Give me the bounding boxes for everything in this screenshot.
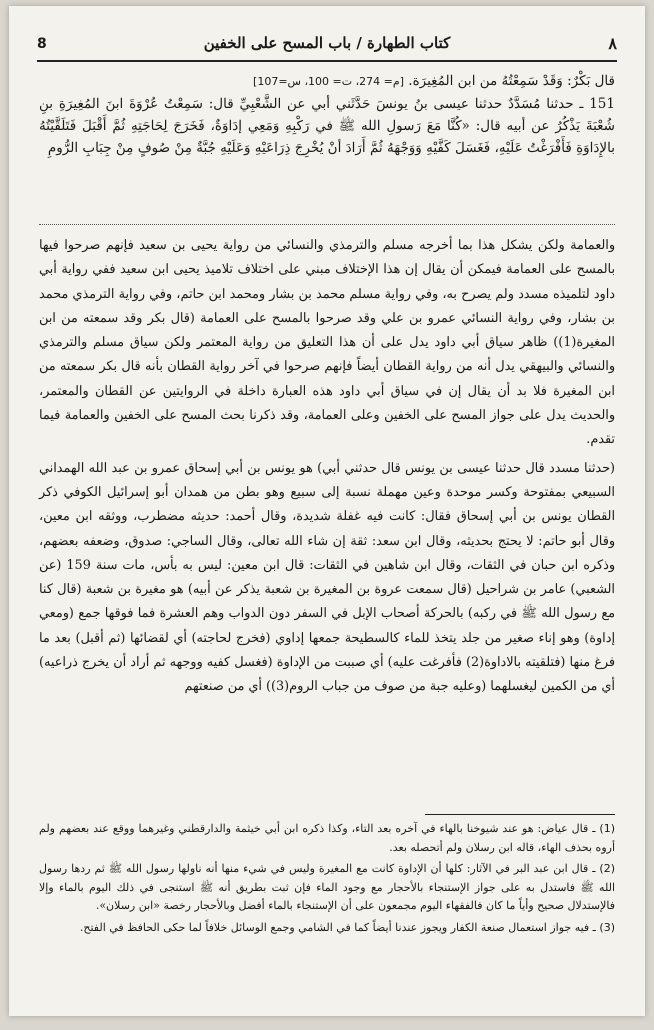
- footnote-text: ـ فيه جواز استعمال صنعة الكفار ويجوز عندنا أيضاً كما في الشامي وجمع الوسائل خلافاً لما حكى الحافظ في الفتح.: [79, 920, 596, 934]
- dotted-separator: [39, 224, 615, 225]
- footnotes-block: [39, 820, 615, 940]
- footnote-text: ـ قال عياض: هو عند شيوخنا بالهاء في آخره بعد التاء، وكذا ذكره ابن أبي خيثمة والدارقطني وغيرهما ووقع عند بعضهم ولم أروه بحذف الهاء، قاله ابن رسلان ولم أتحصله بعد.: [39, 822, 615, 854]
- footnote-number: (1): [599, 822, 615, 835]
- footnote-rule: [425, 814, 615, 815]
- previous-hadith-ending: [39, 70, 615, 93]
- running-title: كتاب الطهارة / باب المسح على الخفين: [203, 34, 451, 52]
- commentary-paragraph-1: والعمامة ولكن يشكل هذا بما أخرجه مسلم والترمذي والنسائي من رواية يحيى بن سعيد فإنهم صرحوا فيها بالمسح على العمامة فيمكن أن يقال إن هذا الإختلاف مبني على اختلاف تلاميذ يحيى ابن سعيد ففي رواية أبي داود لتلميذه مسدد ولم يصرح به، وفي رواية مسلم محمد بن بشار ومحمد ابن حاتم، وفي رواية الترمذي محمد بن بشار، وفي رواية النسائي عمرو بن علي وقد صرحوا بالمسح على العمامة (قال بكر وقد سمعته من ابن المغيرة(1)) ظاهر سياق أبي داود يدل على أن هذا التعليق من رواية المعتمر ولكن سياق مسلم والترمذي والنسائي والبيهقي يدل أنه من رواية القطان أيضاً فإنهم صرحوا في آخر رواية القطان بأنه قال بكر سمعته من ابن المغيرة فلا بد أن يقال إن في سياق أبي داود هذه العبارة داخلة في الروايتين عن القطان والمعتمر، والحديث يدل على جواز المسح على الخفين وعلى العمامة، وقد ذكرنا بحث المسح على الخفين والعمامة فيما تقدم.: [39, 238, 615, 448]
- page-header: [37, 34, 617, 62]
- footnote-1: [39, 820, 615, 857]
- previous-hadith-text: قال بَكْرٌ: وَقَدْ سَمِعْتُهُ من ابن المُغِيرَة.: [408, 73, 615, 89]
- commentary-block: [39, 234, 615, 704]
- book-page: [9, 6, 645, 1016]
- commentary-paragraph-2: (حدثنا مسدد قال حدثنا عيسى بن يونس قال حدثني أبي) هو يونس بن أبي إسحاق عمرو بن عبد الله الهمداني السبيعي بمفتوحة وكسر موحدة وعين مهملة نسبة إلى سبيع وهو بطن من همدان أبو إسرائيل الكوفي ذكر القطان يونس بن أبي إسحاق فقال: كانت فيه غفلة شديدة، وقال أحمد: حديثه مضطرب، ووثقه ابن معين، وقال أبو حاتم: لا يحتج بحديثه، وقال ابن سعد: ثقة إن شاء الله تعالى، وقال الساجي: صدوق، وضعفه بعضهم، وذكره ابن حبان في الثقات، وقال ابن شاهين في الثقات: قال ابن معين: ليس به بأس، مات سنة 159 (عن الشعبي) عامر بن شراحيل (قال سمعت عروة بن المغيرة بن شعبة يذكر عن أبيه) هو مغيرة بن شعبة (قال كنا مع رسول الله ﷺ في ركبه) بالحركة أصحاب الإبل في السفر دون الدواب وهم العشرة فما فوقها جمع (ومعي إداوة) وهو إناء صغير من جلد يتخذ للماء كالسطيحة جمعها إداوي (فخرج لحاجته) أي لقضائها (ثم أقبل) بعد ما فرغ منها (فتلقيته بالاداوة(2) فأفرغت عليه) أي صببت من الإداوة (فغسل كفيه ووجهه ثم أراد أن يخرج ذراعيه) أي من الكمين ليغسلهما (وعليه جبة من صوف من جباب الروم(3)) أي من صنعتهم: [39, 460, 616, 695]
- footnote-2: [39, 860, 615, 916]
- hadith-cross-reference: [م= 274، ت= 100، س=107]: [253, 75, 404, 88]
- page-number-latin: 8: [37, 36, 47, 52]
- footnote-number: (3): [599, 920, 615, 934]
- page-number-arabic: ٨: [608, 34, 617, 53]
- footnote-text: ـ قال ابن عبد البر في الآثار: كلها أن الإداوة كانت مع المغيرة وليس في شيء منها أنه ناولها رسول الله ﷺ ثم ردها رسول الله ﷺ فاستدل به على جواز الإستنجاء بالأحجار مع وجود الماء فإن ثبت بطريق أنه ﷺ استنجى في ذلك اليوم بالماء وإلا فالإستدلال صحيح وأياً ما كان فالفقهاء اليوم مجمعون على أن الإستنجاء بالماء أفضل وبالأحجار رخصة «ابن رسلان».: [39, 862, 615, 912]
- footnote-number: (2): [599, 862, 615, 875]
- hadith-text-block: [39, 70, 615, 159]
- hadith-151: 151 ـ حدثنا مُسَدَّدٌ حدثنا عيسى بنُ يونسَ حَدَّثَني أبي عن الشَّعْبِيِّ قال: سَمِعْتُ عُرْوَةَ ابنَ المُغِيرَةِ بنِ شُعْبَةَ يَذْكُرُ عن أبيه قال: «كُنَّا مَعَ رَسولِ الله ﷺ في رَكْبِهِ وَمَعِي إدَاوَةٌ، فَخَرَجَ لِحَاجَتِهِ ثُمَّ أَقْبَلَ فَتَلَقَّيْتُهُ بالإِدَاوَةِ فَأَفْرَغْتُ عَلَيْهِ، فَغَسَلَ كَفَّيْهِ وَوَجْهَهُ ثُمَّ أَرَادَ أنْ يُخْرِجَ ذِرَاعَيْهِ وَعَلَيْهِ جُبَّةٌ مِنْ صُوفٍ مِنْ جِبَابِ الرُّومِ: [39, 96, 615, 156]
- footnote-3: [39, 919, 615, 938]
